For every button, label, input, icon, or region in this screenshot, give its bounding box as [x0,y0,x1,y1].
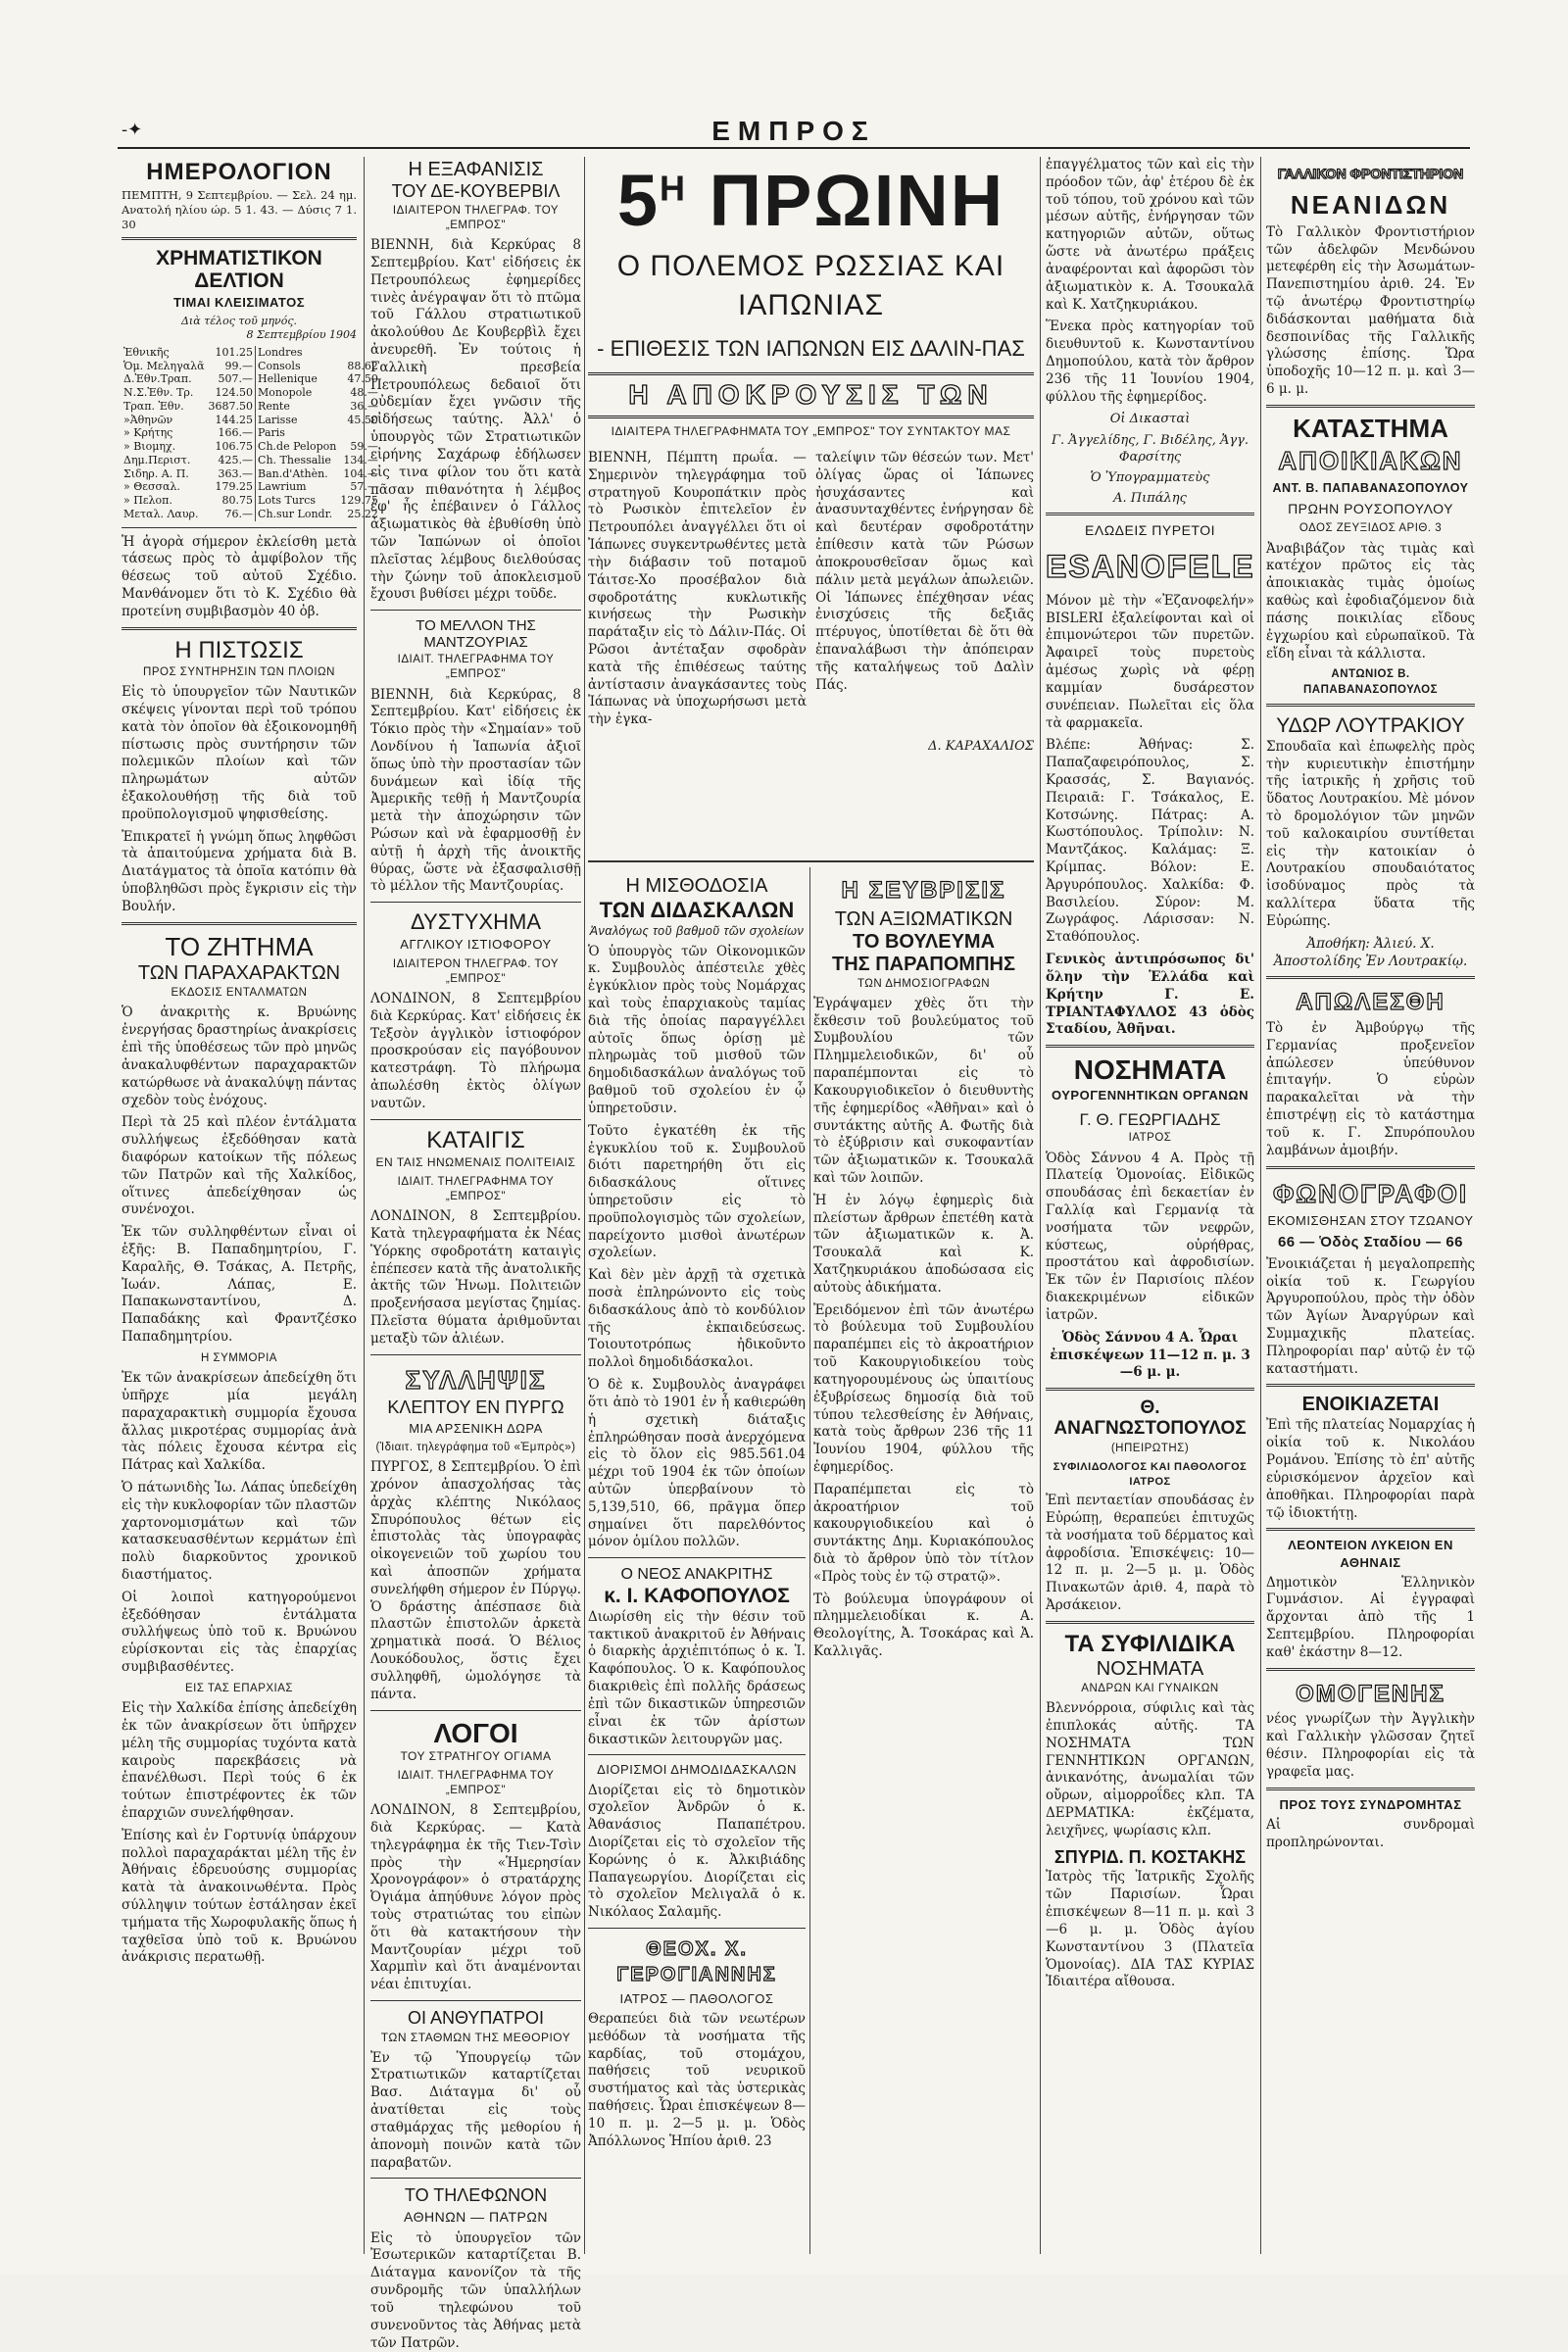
price-value: 166.— [218,426,254,440]
ad-lost-title: ΑΠΩΛΕΣΘΗ [1296,989,1446,1016]
price-row [122,494,380,508]
edition-suffix: Η [660,168,687,209]
war-subheadline: - ΕΠΙΘΕΣΙΣ ΤΩΝ ΙΑΠΩΝΩΝ ΕΙΣ ΔΑΛΙΝ-ΠΑΣ [597,336,1025,362]
price-value: 36.— [350,399,378,413]
price-value: 106.75 [215,440,254,454]
headline-insult-c: ΤΟ ΒΟΥΛΕΥΜΑ [852,930,996,953]
ad-shop-title: ΚΑΤΑΣΤΗΜΑ [1293,413,1448,443]
ad-rent-title: ΕΝΟΙΚΙΑΖΕΤΑΙ [1301,1394,1440,1416]
prices-table [122,346,380,521]
headline-salaries-b: ΤΩΝ ΔΙΔΑΣΚΑΛΩΝ [599,898,795,922]
article-paragraph: Ἐπίσης καὶ ἐν Γορτυνίᾳ ὑπάρχουν πολλοὶ παραχαράκται μέλη τῆς ἐν Ἀθήναις ἐδρευούσης συμμορίας κατὰ τὰ ἀνακοινωθέντα. Πρὸς σύλληψιν τούτων ἐστάλησαν ἐκεῖ τμήματα τῆς Χωροφυλακῆς ὅπως ἡ ταχθεῖσα ὑπὸ τοῦ κ. Βρυώνου ἀνάκρισις περατωθῇ. [122,1827,357,1966]
bourse-title: ΧΡΗΜΑΤΙΣΤΙΚΟΝ ΔΕΛΤΙΟΝ [156,247,322,292]
price-value: 47.50 [347,372,378,386]
ad-text: Βλέπε: Ἀθήνας: Σ. Παπαζαφειρόπουλος, Σ. Κρασσάς, Σ. Βαγιανός. Πειραιᾶ: Γ. Τσάκαλος, Ε. Κοτσώνης. Πάτρας: Α. Κωστόπουλος. Τρίπολιν: Ν. Μαντζάκος. Καλάμας: Ξ. Κρίμπας. Βόλον: Ε. Ἀργυρόπουλος. Χαλκίδα: Φ. Βασιλείου. Σύρον: Μ. Ζωγράφος. Λάρισσαν: Ν. Σταθόπουλος. [1046,737,1254,946]
article-paragraph: Εἰς τὴν Χαλκίδα ἐπίσης ἀπεδείχθη ἐκ τῶν ἀνακρίσεων ὅτι ὑπῆρχεν μέλη τῆς συμμορίας τυχόντα κατὰ καιροὺς παρεκβάσεις νὰ ἐπανέλθωσι. Περὶ τούς 6 ἐκ τούτων ἐπιστρέφοντες ἐκ τῶν ἐπαρχιῶν συνελήφθησαν. [122,1700,357,1821]
price-value: 88.62 [347,359,378,372]
divider [1266,1788,1475,1790]
ad-syphilis-sub: ΑΝΔΡΩΝ ΚΑΙ ΓΥΝΑΙΚΩΝ [1081,1683,1219,1694]
divider [370,2178,581,2179]
ad-esanofele: ESANOFELE [1046,548,1255,584]
article-paragraph: Εἰς τὸ ὑπουργεῖον τῶν Ναυτικῶν σκέψεις γίνονται περὶ τοῦ τρόπου κατὰ τὸν ὁποῖον θὰ ἐξοικονομηθῆ πίστωσις πρὸς συντήρησιν τῶν πολεμικῶν πλοίων καὶ τῶν πληρωμάτων αὐτῶν ἐξακολουθήσῃ τῆς διὰ τοῦ προϋπολογισμοῦ ψηφισθείσης. [122,684,357,822]
ad-syphilis-title: ΤΑ ΣΥΦΙΛΙΔΙΚΑ [1064,1630,1236,1657]
price-name: Ban.d'Athèn. [256,467,339,481]
headline-insult: Η ΣΕΥΒΡΙΣΙΣ [841,877,1006,904]
price-value: 179.25 [215,480,254,494]
price-value: 59.— [350,440,378,454]
price-value: 363.— [218,466,254,480]
telegram-label: ΙΔΙΑΙΤΕΡΟΝ ΤΗΛΕΓΡΑΦ. ΤΟΥ „ΕΜΠΡΟΣ" [392,204,560,231]
divider [370,2000,581,2001]
headline-accident: ΔΥΣΤΥΧΗΜΑ [410,909,541,935]
price-value: 104.— [343,466,378,480]
subheading-provinces: ΕΙΣ ΤΑΣ ΕΠΑΡΧΙΑΣ [184,1682,294,1694]
article-paragraph: Παραπέμπεται εἰς τὸ ἀκροατήριον τοῦ κακουργιοδικείου καὶ ὁ συντάκτης Δημ. Κυριακόπουλος διὰ τὸ ἄρθρον ὑπὸ τὸν τίτλον «Πρὸς τοὺς ἐν τῷ στρατῷ». [813,1481,1034,1585]
price-name: Ν.Σ.Ἐθν. Τρ. [123,386,194,400]
article-paragraph: Οἱ λοιποὶ κατηγορούμενοι ἐξεδόθησαν ἐντάλματα συλλήψεως ὑπὸ τοῦ κ. Βρυώνου εὑρίσκονται εἰς τὰς ἐπαρχίας συμβιβασθέντες. [122,1589,357,1676]
article-paragraph: Ἕνεκα πρὸς κατηγορίαν τοῦ διευθυντοῦ κ. Κωνσταντίνου Δημοπούλου, κατὰ τὸν ἄρθρον 236 τῆς 11 Ἰουνίου 1904, φύλλου τῆς ἐφημερίδος. [1046,318,1254,405]
divider [1046,513,1254,515]
headline-counterfeit-b: ΤΩΝ ΠΑΡΑΧΑΡΑΚΤΩΝ [137,962,341,985]
column-rule [584,157,585,2254]
telegram-label: ΙΔΙΑΙΤ. ΤΗΛΕΓΡΑΦΗΜΑ ΤΟΥ „ΕΜΠΡΟΣ" [397,1175,555,1203]
headline-accident-b: ΑΓΓΛΙΚΟΥ ΙΣΤΙΟΦΟΡΟΥ [400,937,552,953]
price-name: Μεταλ. Λαυρ. [123,507,199,520]
column-3-lower-right [813,867,1034,2254]
price-value: 144.25 [215,413,254,426]
prices-date: 8 Σεπτεμβρίου 1904 [246,328,357,342]
price-name: Σιδηρ. Α. Π. [123,466,189,480]
price-name: Ch.sur Londr. [256,508,339,521]
divider [1046,1045,1254,1048]
article-paragraph: Ἐκ τῶν ἀνακρίσεων ἀπεδείχθη ὅτι ὑπῆρχε μία μεγάλη παραχαρακτικὴ συμμορία ἔχουσα ἄλλας μικροτέρας συμμορίας ἀνὰ τὰς πόλεις ἔχουσα κέντρα εἰς Πάτρας καὶ Χαλκίδα. [122,1370,357,1474]
war-telegram-label: ΙΔΙΑΙΤΕΡΑ ΤΗΛΕΓΡΑΦΗΜΑΤΑ ΤΟΥ „ΕΜΠΡΟΣ" ΤΟΥ ΣΥΝΤΑΚΤΟΥ ΜΑΣ [611,424,1011,439]
edition-word: ΠΡΩΙΝΗ [709,160,1005,241]
ad-text: Τὸ Γαλλικὸν Φροντιστήριον τῶν ἀδελφῶν Μενδώνου μετεφέρθη εἰς τὴν Ἀσωμάτων-Πανεπιστημίου ἀριθ. 24. Ἐν τῷ ἀνωτέρῳ Φροντιστηρίῳ διδάσκονται μαθήματα διὰ δεσποινίδας τῆς Γαλλικῆς γλώσσης ἐπίσης. Ὥρα ὑποδοχῆς 10—12 π. μ. καὶ 3—6 μ. μ. [1266,223,1475,398]
telegram-label: ΙΔΙΑΙΤΕΡΟΝ ΤΗΛΕΓΡΑΦ. ΤΟΥ „ΕΜΠΡΟΣ" [392,957,560,985]
article-paragraph: Ἐγράψαμεν χθὲς ὅτι τὴν ἔκθεσιν τοῦ βουλεύματος τοῦ Συμβουλίου τῶν Πλημμελειοδικῶν, δι' οὗ παραπέμπονται εἰς τὸ Κακουργιοδικεῖον ὁ διευθυντὴς τῆς ἐφημερίδος «Ἀθῆναι» καὶ ὁ συντάκτης αὐτῆς Α. Φωτῆς διὰ τὸ ἐξύβρισιν καὶ συκοφαντίαν τῶν ἀξιωματικῶν κ. Τσουκαλᾶ καὶ τῶν λοιπῶν. [813,995,1034,1186]
judges-names: Γ. Ἀγγελίδης, Γ. Βιδέλης, Ἀγγ. Φαρσίτης [1051,432,1250,465]
article-paragraph: Διωρίσθη εἰς τὴν θέσιν τοῦ τακτικοῦ ἀνακριτοῦ ἐν Ἀθήναις ὁ διαρκὴς ἀρχιἐπιτόπως ὁ κ. Ἰ. Καφόπουλος. Ὁ κ. Καφόπουλος διακριθεὶς ἐπὶ πολλῆς δράσεως ἐπὶ τῶν δικαστικῶν ὑπηρεσιῶν εἶναι ἐκ τῶν ἀρίστων δικαστικῶν λειτουργῶν μας. [588,1608,806,1747]
ad-text: Τὸ ἐν Ἀμβούργῳ τῆς Γερμανίας προξενεῖον ἀπώλεσεν ὑπεύθυνον ἐπιταγήν. Ὁ εὑρὼν παρακαλεῖται νὰ τὴν ἐπιστρέψῃ εἰς τὸ κατάστημα τοῦ κ. Γ. Σπυρόπουλου λαμβάνων ἀμοιβήν. [1266,1020,1475,1158]
column-5 [1266,157,1475,2254]
column-rule [1260,157,1261,2254]
price-name: Larisse [256,414,339,427]
price-value: 507.— [218,372,254,386]
headline-manchuria: ΤΟ ΜΕΛΛΟΝ ΤΗΣ ΜΑΝΤΖΟΥΡΙΑΣ [416,617,536,651]
ad-text: Ἀποθήκη: Ἀλιεύ. Χ. Ἀποστολίδης Ἐν Λουτρακίῳ. [1273,935,1468,969]
clerk-name: Α. Πιπάλης [1113,491,1187,506]
headline-disappearance: Η ΕΞΑΦΑΝΙΣΙΣ [408,159,544,180]
divider [122,922,357,925]
article-paragraph: Ὁ ἀνακριτὴς κ. Βρυώνης ἐνεργήσας δραστηρίως ἀνακρίσεις ἐπὶ τῆς ὑποθέσεως τῶν πρὸ μηνῶς ἀνακαλυφθέντων παραχαρακτῶν κατώρθωσε νὰ ἀνακαλύψῃ πάντας σχεδὸν τοὺς ἐνόχους. [122,1004,357,1108]
divider [1266,405,1475,408]
divider [1266,1384,1475,1387]
article-paragraph: Ἡ ἐν λόγῳ ἐφημερὶς διὰ πλείστων ἄρθρων ἐπετέθη κατὰ τῶν ἀξιωματικῶν κ. Ἀ. Τσουκαλᾶ καὶ Κ. Χατζηκυριάκου ἀποδώσασα εἰς αὐτοὺς ἀδικήματα. [813,1192,1034,1296]
column-3-top [588,157,1034,862]
divider [588,1754,806,1755]
price-name: »Ἀθηνῶν [123,413,173,426]
price-name: Monopole [256,386,339,400]
war-headline: Ο ΠΟΛΕΜΟΣ ΡΩΣΣΙΑΣ ΚΑΙ ΙΑΠΩΝΙΑΣ [616,250,1005,321]
headline-storm-b: ΕΝ ΤΑΙΣ ΗΝΩΜΕΝΑΙΣ ΠΟΛΙΤΕΙΑΙΣ [375,1155,576,1170]
headline-insult-d: ΤΗΣ ΠΑΡΑΠΟΜΠΗΣ [832,953,1015,975]
prices-note: Διὰ τέλος τοῦ μηνός. [180,314,298,327]
divider [370,1119,581,1120]
price-name: Τραπ. Ἐθν. [123,399,184,413]
ad-phonograph-title: ΦΩΝΟΓΡΑΦΟΙ [1272,1178,1469,1208]
article-paragraph: ΠΥΡΓΟΣ, 8 Σεπτεμβρίου. Ὁ ἐπὶ χρόνον ἀπασχολήσας τὰς ἀρχὰς κλέπτης Νικόλαος Σπυρόπουλος θέτων εἰς ἐπιστολὰς τὰς ὑπογραφὰς οἰκογενειῶν τοῦ χωρίου του καὶ ἀποσπῶν χρήματα συνελήφθη σήμερον ἐν Πύργῳ. Ὁ δράστης ἀπέσπασε διὰ πλαστῶν ἐπιστολῶν ἀρκετὰ χρηματικὰ ποσά. Ὁ Βέλιος Λουκόδουλος, ὅστις ἔχει συλληφθῆ, ὡμολόγησε τὰ πάντα. [370,1459,581,1702]
price-row [122,454,380,467]
divider [1266,1528,1475,1531]
headline-storm: ΚΑΤΑΙΓΙΣ [426,1126,525,1153]
ad-school-title-b: ΝΕΑΝΙΔΩΝ [1290,190,1451,220]
price-name: Ch. Thessalie [256,454,339,467]
clerk-label: Ὁ Ὑπογραμματεὺς [1090,469,1210,485]
price-name: Rente [256,400,339,414]
ad-text: Δημοτικὸν Ἑλληνικὸν Γυμνάσιον. Αἱ ἐγγραφαὶ ἄρχονται ἀπὸ τῆς 1 Σεπτεμβρίου. Πληροφορίαι καθ' ἑκάστην 8—12. [1266,1574,1475,1660]
divider [370,1354,581,1355]
price-name: Consols [256,360,339,373]
prices-title: ΤΙΜΑΙ ΚΛΕΙΣΙΜΑΤΟΣ [172,294,305,310]
headline-counterfeit: ΤΟ ΖΗΤΗΜΑ [165,931,314,961]
masthead-mark: -✦ [122,120,143,140]
headline-telephone: ΤΟ ΤΗΛΕΦΩΝΟΝ [404,2185,548,2206]
divider [122,527,357,528]
divider [370,902,581,903]
article-paragraph: ΒΙΕΝΝΗ, διὰ Κερκύρας 8 Σεπτεμβρίου. Κατ' εἰδήσεις ἐκ Πετρουπόλεως ἐφημερίδες τινὲς ἀνέγραψαν ὅτι τὸ πτῶμα τοῦ Γάλλου στρατιωτικοῦ ἀκολούθου Δε Κουβερβὶλ ἔχει ἀνευρεθῆ. Ἐν τούτοις ἡ Γαλλικὴ πρεσβεία Πετρουπόλεως δεδαιοῖ ὅτι οὐδεμίαν ἔχει γνῶσιν τῆς εἰδήσεως ταύτης. Ἀλλ' ὁ ὑπουργὸς τῶν Στρατιωτικῶν εἰρήνης Σαχάρωφ ἐδήλωσεν εἰς τινα φίλον του ὅτι κατὰ πᾶσαν πιθανότητα ἡ λέμβος ἐφ' ἧς ἐπέβαινεν ὁ Γάλλος ἀξιωματικὸς θὰ ἐβυθίσθη ὑπὸ τῶν Ἰαπώνων οἱ ὁποῖοι πλεῖστας λέμβους διελθούσας τὴν ζώνην τοῦ ἀποκλεισμοῦ ἔχουσι βυθίσει μέχρι τοῦδε. [370,237,581,603]
war-report-left: ΒΙΕΝΝΗ, Πέμπτη πρωΐα. — Σημερινὸν τηλεγράφημα τοῦ στρατηγοῦ Κουροπάτκιν πρὸς τὸ Ρωσικὸν ἐπιτελεῖον ἐν Πετρουπόλει ἀναγγέλλει ὅτι οἱ Ἰάπωνες συγκεντρωθέντες μετὰ τὴν διάβασιν τοῦ ποταμοῦ Τάιτσε-Χο προσέβαλον διὰ σφοδροτάτης κυκλωτικῆς κινήσεως τὴν Ρωσικὴν παράταξιν εἰς τὸ Δάλιν-Πάς. Οἱ Ρῶσοι ἀντέταξαν σφοδρὰν κατὰ τῆς ἐπιθέσεως ταύτης ἀντίστασιν ἀναγκάσαντες τοὺς Ἰάπωνας νὰ ὑποχωρήσωσι μετὰ τὴν ἐγκα- [588,450,807,728]
ad-text: Ἰατρὸς τῆς Ἰατρικῆς Σχολῆς τῶν Παρισίων. Ὧραι ἐπισκέψεων 8—11 π. μ. καὶ 3—6 μ. μ. Ὁδὸς ἀγίου Κωνσταντίνου 3 (Πλατεῖα Ὁμονοίας). ΔΙΑ ΤΑΣ ΚΥΡΙΑΣ Ἰδιαιτέρα αἴθουσα. [1046,1869,1254,1990]
article-paragraph: Καὶ δὲν μὲν ἀρχῇ τὰ σχετικὰ ποσὰ ἐπληρώνοντο εἰς τοὺς διδασκάλους ἀπὸ τὸ κονδύλιον τῆς ἐκπαιδεύσεως. Τοιουτοτρόπως ἠδικοῦντο πολλοὶ δημοδιδάσκαλοι. [588,1267,806,1371]
headline-proconsuls: ΟΙ ΑΝΘΥΠΑΤΡΟΙ [407,2008,545,2029]
price-value: 134.— [343,453,378,466]
headline-credit-sub: ΠΡΟΣ ΣΥΝΤΗΡΗΣΙΝ ΤΩΝ ΠΛΟΙΩΝ [143,665,335,678]
price-name: Ch.de Pelopon [256,440,339,454]
price-value: 3687.50 [208,399,254,413]
price-name: » Πελοπ. [123,494,172,508]
ad-shop-signature: ΑΝΤΩΝΙΟΣ Β. ΠΑΠΑΒΑΝΑΣΟΠΟΥΛΟΣ [1302,668,1439,696]
ad-text: νέος γνωρίζων τὴν Ἀγγλικὴν καὶ Γαλλικὴν γλῶσσαν ζητεῖ θέσιν. Πληροφορίαι εἰς τὰ γραφεῖα μας. [1266,1711,1475,1780]
headline-magistrate-b: κ. Ι. ΚΑΦΟΠΟΥΛΟΣ [604,1584,790,1607]
telegram-label: (Ἰδιαιτ. τηλεγράφημα τοῦ «Ἐμπρὸς») [375,1442,576,1453]
article-paragraph: Ἐπικρατεῖ ἡ γνώμη ὅπως ληφθῶσι τὰ ἀπαιτούμενα χρήματα διὰ Β. Διατάγματος τὰ ὁποῖα κατόπιν θὰ ὑποβληθῶσι πρὸς ἔγκρισιν εἰς τὴν Βουλήν. [122,828,357,914]
headline-credit: Η ΠΙΣΤΩΣΙΣ [174,636,304,663]
price-value: 99.— [224,359,254,372]
article-paragraph: Τὸ βούλευμα ὑπογράφουν οἱ πλημμελειοδίκαι κ. Α. Θεολογίτης, Ἀ. Τσοκάρας καὶ Ἀ. Καλλιγᾶς. [813,1591,1034,1660]
article-paragraph: Ἐν τῷ Ὑπουργείῳ τῶν Στρατιωτικῶν καταρτίζεται Βασ. Διάταγμα δι' οὗ ἀνατίθεται εἰς τοὺς σταθμάρχας τῆς μεθορίου ἡ ἀπονομὴ ποινῶν κατὰ τῶν παραβατῶν. [370,2049,581,2171]
price-row [122,414,380,427]
price-name: Δ.Ἐθν.Τραπ. [123,372,192,386]
divider [370,610,581,611]
price-value: 45.50 [347,413,378,426]
column-rule [809,867,810,2254]
price-row [122,426,380,440]
edition-banner [588,160,1034,241]
headline-arrest: ΣΥΛΛΗΨΙΣ [405,1364,547,1395]
ad-doctor-title: ΣΥΦΙΛΙΔΟΛΟΓΟΣ ΚΑΙ ΠΑΘΟΛΟΓΟΣ ΙΑΤΡΟΣ [1053,1461,1248,1488]
ad-text: Θεραπεύει διὰ τῶν νεωτέρων μεθόδων τὰ νοσήματα τῆς καρδίας, τοῦ στομάχου, παθήσεις τοῦ νευρικοῦ συστήματος καὶ τὰς ὑστερικὰς παθήσεις. Ὧραι ἐπισκέψεων 8—10 π. μ. 2—5 μ. μ. Ὁδὸς Ἀπόλλωνος Ἡπίου ἀριθ. 23 [588,2010,806,2149]
price-name: Hellenique [256,372,339,386]
article-paragraph: ΛΟΝΔΙΝΟΝ, 8 Σεπτεμβρίου, διὰ Κερκύρας. — Κατὰ τηλεγράφημα ἐκ τῆς Τιεν-Τσὶν πρὸς τὴν «Ἡμερησίαν Χρονογράφον» ὁ στρατάρχης Ὀγιάμα ἀπηύθυνε λόγον πρὸς τοὺς στρατιώτας του εἰπὼν ὅτι θὰ κατακτήσουν τὴν Μαντζουρίαν μέχρι τοῦ Χαρμπὶν καὶ ὅτι ἀναμένονται νέαι ἐπιτυχίαι. [370,1802,581,1993]
war-report-right: ταλείψιν τῶν θέσεών των. Μετ' ὀλίγας ὥρας οἱ Ἰάπωνες ἠσυχάσαντες καὶ ἀνασυνταχθέντες ἐνήργησαν δὲ καὶ δευτέραν σφοδροτάτην ἐπίθεσιν κατὰ τῶν Ρώσων ἀποκρουσθεῖσαν ὅμως καὶ πάλιν μετὰ μεγάλων ἀπωλειῶν. Οἱ Ἰάπωνες ἐπέχθησαν νέας ἐνισχύσεις τῆς δεξιᾶς πτέρυγος, ὑποτίθεται δὲ ὅτι θὰ ἐπαναλάβωσι τὴν ἀπόπειραν τῆς καταλήψεως τοῦ Δαλὶν Πάς. [815,450,1034,693]
headline-proconsuls-b: ΤΩΝ ΣΤΑΘΜΩΝ ΤΗΣ ΜΕΘΟΡΙΟΥ [380,2030,571,2044]
ad-expat-title: ΟΜΟΓΕΝΗΣ [1296,1680,1446,1707]
ad-phonograph-address: 66 — Ὁδὸς Σταδίου — 66 [1277,1233,1464,1250]
ad-text: Μόνον μὲ τὴν «Ἐζανοφελήν» BISLERI ἐξαλείφονται καὶ οἱ ἐπιμονώτεροι τῶν πυρετῶν. Ἀφαιρεῖ τοὺς πυρετοὺς ἀμέσως χωρὶς νὰ φέρῃ καμμίαν δυσάρεστον συνέπειαν. Πωλεῖται εἰς ὅλα τὰ φαρμακεῖα. [1046,592,1254,731]
price-row [122,400,380,414]
price-name: Paris [256,426,339,440]
column-4 [1046,157,1254,2254]
ad-text: Ὁδὸς Σάννου 4 Α. Ὧραι ἐπισκέψεων 11—12 π. μ. 3—6 μ. μ. [1050,1329,1250,1381]
price-value: 76.— [224,507,254,520]
headline-disappearance-b: ΤΟΥ ΔΕ-ΚΟΥΒΕΡΒΙΛ [391,181,561,201]
ad-shop-former: ΠΡΩΗΝ ΡΟΥΣΟΠΟΥΛΟΥ [1288,501,1453,517]
ad-shop-address: ΟΔΟΣ ΖΕΥΞΙΔΟΣ ΑΡΙΘ. 3 [1298,522,1443,535]
price-row [122,386,380,400]
ad-phonograph-sub: ΕΚΟΜΙΣΘΗΣΑΝ ΣΤΟΥ ΤΖΩΑΝΟΥ [1267,1212,1474,1228]
ad-syphilis-title-b: ΝΟΣΗΜΑΤΑ [1096,1658,1204,1680]
article-paragraph: Τοῦτο ἐγκατέθη ἐκ τῆς ἐγκυκλίου τοῦ κ. Συμβουλοῦ διότι παρετηρήθη ὅτι εἰς διδασκάλους οἵτινες ὑπηρετοῦσιν εἰς τὸ προϋπολογισμὸς τῶν σχολείων, παρείχοντο μισθοὶ ἀνωτέρων σχολείων. [588,1122,806,1261]
price-row [122,467,380,481]
divider [122,237,357,240]
price-row [122,372,380,386]
war-report-signature: Δ. ΚΑΡΑΧΑΛΙΟΣ [928,739,1034,754]
price-value: 57.— [350,480,378,494]
ad-lyceum-title: ΛΕΟΝΤΕΙΟΝ ΛΥΚΕΙΟΝ ΕΝ ΑΘΗΝΑΙΣ [1288,1538,1453,1570]
bourse-commentary: Ἡ ἀγορὰ σήμερον ἐκλείσθη μετὰ τάσεως πρὸς τὸ ἀμφίβολον τῆς θέσεως τοῦ αὐτοῦ Σχέδιο. Μανθάνομεν ὅτι τὸ Κ. Σχέδιο θὰ προτείνη συμβιβασμὸν 40 ὀβ. [122,533,357,619]
price-row [122,480,380,494]
calendar-title: ΗΜΕΡΟΛΟΓΙΟΝ [146,159,332,185]
price-name: Lawrium [256,480,339,494]
headline-words: ΛΟΓΟΙ [433,1717,518,1748]
subheading-gang: Η ΣΥΜΜΟΡΙΑ [201,1351,277,1364]
divider [588,1928,806,1929]
headline-telephone-b: ΑΘΗΝΩΝ — ΠΑΤΡΩΝ [404,2209,548,2226]
ad-text: Ἐπὶ πενταετίαν σπουδάσας ἐν Εὐρώπῃ, θεραπεύει ἐπιτυχῶς τὰ νοσήματα τοῦ δέρματος καὶ ἀφροδίσια. Ἐπισκέψεις: 10—12 π. μ. 2—5 μ. μ. Ὁδὸς Πινακωτῶν ἀριθ. 4, παρὰ τὸ Ἀρσάκειον. [1046,1493,1254,1613]
ad-doctor-title: ΙΑΤΡΟΣ [1128,1132,1172,1145]
ad-text: Βλεννόρροια, σύφιλις καὶ τὰς ἐπιπλοκάς αὐτῆς. ΤΑ ΝΟΣΗΜΑΤΑ ΤΩΝ ΓΕΝΝΗΤΙΚΩΝ ΟΡΓΑΝΩΝ, ἀνικανότης, ἀνωμαλίαι τῶν οὔρων, αἱμορροΐδες κλπ. ΤΑ ΔΕΡΜΑΤΙΚΑ: ἐκζέματα, λειχῆνες, ψωρίασις κλπ. [1046,1700,1254,1838]
headline-insult-b: ΤΩΝ ΑΞΙΩΜΑΤΙΚΩΝ [834,907,1013,930]
article-paragraph: Ὁ δὲ κ. Συμβουλὸς ἀναγράφει ὅτι ἀπὸ τὸ 1901 ἐν ἧ καθιερώθη ἡ σχετικὴ διάταξις ἐπληρώθησαν ποσὰ ἀνερχόμενα εἰς τὸ ὅλον εἰς 985.561.04 μέχρι τοῦ 1904 ἐκ τῶν ὁποίων αὐτῶν ὑπερβαίνουν τὸ 5,139,510, 66, πρᾶγμα ὅπερ σημαίνει ὅτι παρελθόντος μόνον ὁμίλου πολλῶν. [588,1377,806,1550]
divider [122,627,357,630]
telegram-label: ΙΔΙΑΙΤ. ΤΗΛΕΓΡΑΦΗΜΑ ΤΟΥ „ΕΜΠΡΟΣ" [397,1769,555,1796]
divider [1266,1166,1475,1169]
price-name: Ὁμ. Μεληγαλᾶ [123,359,205,372]
telegram-label: ΙΔΙΑΙΤ. ΤΗΛΕΓΡΑΦΗΜΑ ΤΟΥ „ΕΜΠΡΟΣ" [397,654,555,681]
headline-appointments: ΔΙΟΡΙΣΜΟΙ ΔΗΜΟΔΙΔΑΣΚΑΛΩΝ [597,1762,797,1778]
price-name: Londres [256,346,339,360]
ad-text: Αἱ συνδρομαὶ προπληρώνονται. [1266,1816,1475,1850]
ad-doctor-name: ΘΕΟΧ. Χ. ΓΕΡΟΓΙΑΝΝΗΣ [616,1938,777,1986]
ad-text: Ἀναβιβάζον τὰς τιμὰς καὶ κατέχον πρῶτος εἰς τὰς ἀποικιακὰς τιμὰς ὁμοίως καθὼς καὶ ἐφοδιαζόμενον διὰ πάσης ποικιλίας εἴδους ἐγχωρίου καὶ εὐρωπαϊκοῦ. Τὰ εἴδη εἶναι τὰ κάλλιστα. [1266,540,1475,662]
edition-number: 5 [616,160,660,241]
article-paragraph: ἐπαγγέλματος τῶν καὶ εἰς τὴν πρόοδον τῶν, ἀφ' ἑτέρου δὲ ἐκ τοῦ τόπου, τοῦ χρόνου καὶ τῶν μέσων αὐτῆς, ἐνήργησαν τῶν κατηγοριῶν αὐτῶν, οὕτως ὥστε νὰ ἀνωτέρω πράξεις ἀναφέρονται καὶ ἀφορῶσι τὸν ἀξιωματικὸν κ. Α. Τσουκαλᾶ καὶ Κ. Χατζηκυριάκου. [1046,157,1254,313]
price-value: 425.— [218,453,254,466]
column-3-lower-left [588,867,806,2254]
ad-text: Γενικὸς ἀντιπρόσωπος δι' ὅλην τὴν Ἑλλάδα καὶ Κρήτην Γ. Ε. ΤΡΙΑΝΤΑΦΥΛΛΟΣ 43 ὁδὸς Σταδίου, Ἀθῆναι. [1046,952,1254,1038]
price-value: 80.75 [221,494,254,508]
headline-arrest-c: ΜΙΑ ΑΡΣΕΝΙΚΗ ΔΩΡΑ [409,1420,543,1436]
ad-text: Ἐπὶ τῆς πλατείας Νομαρχίας ἡ οἰκία τοῦ κ. Νικολάου Ρομάνου. Ἐπίσης τὸ ἐπ' αὐτῆς εὑρισκόμενον ἀρχεῖον καὶ ἀποθῆκαι. Πληροφορίαι παρὰ τῷ ἰδιοκτήτῃ. [1266,1417,1475,1521]
war-band-headline: Η ΑΠΟΚΡΟΥΣΙΣ ΤΩΝ [588,372,1034,418]
ad-doctor-name: Θ. ΑΝΑΓΝΩΣΤΟΠΟΥΛΟΣ [1054,1397,1247,1440]
ad-diseases-sub: ΟΥΡΟΓΕΝΝΗΤΙΚΩΝ ΟΡΓΑΝΩΝ [1052,1087,1249,1102]
ad-doctor-name: Γ. Θ. ΓΕΩΡΓΙΑΔΗΣ [1079,1109,1221,1129]
headline-words-b: ΤΟΥ ΣΤΡΑΤΗΓΟΥ ΟΓΙΑΜΑ [400,1748,552,1763]
article-paragraph: ΒΙΕΝΝΗ, διὰ Κερκύρας, 8 Σεπτεμβρίου. Κατ' εἰδήσεις ἐκ Τόκιο πρὸς τὴν «Σημαίαν» τοῦ Λονδίνου ἡ Ἰαπωνία ἀξιοῖ ὅπως ὑπὸ τὴν προστασίαν τῶν δυνάμεων καὶ ἰδίᾳ τῆς Ἀμερικῆς τεθῇ ἡ Μαντζουρία μετὰ τὴν ἀποχώρησιν τῶν Ρώσων καὶ νὰ ἐφαρμοσθῇ ἐν αὐτῇ ἡ ἀρχὴ τῆς ἀνοικτῆς θύρας, ὥστε νὰ ἐξασφαλισθῇ τὸ μέλλον τῆς Μαντζουρίας. [370,686,581,895]
divider [588,1557,806,1558]
ad-diseases-title: ΝΟΣΗΜΑΤΑ [1073,1054,1227,1086]
judges-label: Οἱ Δικασταὶ [1109,412,1191,427]
article-paragraph: ΛΟΝΔΙΝΟΝ, 8 Σεπτεμβρίου. Κατὰ τηλεγραφήματα ἐκ Νέας Ὑόρκης σφοδροτάτη καταιγὶς ἐπέπεσεν κατὰ τῆς ἀνατολικῆς ἀκτῆς τῶν Ἡνωμ. Πολιτειῶν προξενήσασα μεγίστας ζημίας. Πλεῖστα θύματα ἀριθμοῦνται μεταξὺ τῶν ἁλιέων. [370,1208,581,1347]
price-value: 101.25 [215,345,254,359]
article-paragraph: Ἐκ τῶν συλληφθέντων εἶναι οἱ ἑξῆς: Β. Παπαδημητρίου, Γ. Καραλῆς, Θ. Τσάκας, Α. Πετρῆς, Ἰωάν. Λάπας, Ε. Παπακωνσταντίνου, Δ. Παπαδάκης καὶ Φραντζέσκο Παπαδημητρίου. [122,1224,357,1346]
headline-insult-sub: ΤΩΝ ΔΗΜΟΣΙΟΓΡΑΦΩΝ [857,977,991,990]
divider [370,1710,581,1711]
price-value: 48.— [350,386,378,400]
ad-school-title: ΓΑΛΛΙΚΟΝ ΦΡΟΝΤΙΣΤΗΡΙΟΝ [1277,166,1464,181]
price-row [122,346,380,360]
headline-magistrate: Ο ΝΕΟΣ ΑΝΑΚΡΙΤΗΣ [620,1566,773,1584]
newspaper-title: ΕΜΠΡΟΣ [711,116,876,146]
price-row [122,440,380,454]
price-row [122,508,380,521]
ad-fever-title: ΕΛΩΔΕΙΣ ΠΥΡΕΤΟΙ [1085,522,1215,539]
war-report [588,450,1034,734]
divider [588,860,1034,862]
ad-shop-title-b: ΑΠΟΙΚΙΑΚΩΝ [1278,446,1463,476]
ad-shop-owner: ΑΝΤ. Β. ΠΑΠΑΒΑΝΑΣΟΠΟΥΛΟΥ [1272,480,1469,495]
price-value: 124.50 [215,386,254,400]
article-paragraph: Διορίζεται εἰς τὸ δημοτικὸν σχολεῖον Ἀνδρῶν ὁ κ. Ἀθανάσιος Παπαπέτρου. Διορίζεται εἰς τὸ σχολεῖον τῆς Κορώνης ὁ κ. Ἀλκιβιάδης Παπαγεωργίου. Διορίζεται εἰς τὸ σχολεῖον Μελιγαλᾶ ὁ κ. Νικόλαος Σαλαμῆς. [588,1782,806,1921]
article-paragraph: Ὁ ὑπουργὸς τῶν Οἰκονομικῶν κ. Συμβουλὸς ἀπέστειλε χθὲς ἐγκύκλιον πρὸς τοὺς Νομάρχας καὶ τοὺς ἐπαρχιακοὺς ταμίας διὰ τῆς ὁποίας παραγγέλλει αὐτοῖς ὅπως ὁρίσῃ μὲ πληρωμὰς τοῦ μισθοῦ τῶν δημοδιδασκάλων ἀναλόγως τοῦ βαθμοῦ τοῦ σχολείου ἐν ᾧ ὑπηρετοῦσιν. [588,943,806,1116]
ad-water-title: ΥΔΩΡ ΛΟΥΤΡΑΚΙΟΥ [1276,713,1465,737]
calendar-line: ΠΕΜΠΤΗ, 9 Σεπτεμβρίου. — Σελ. 24 ημ. Ανατολή ηλίου ώρ. 5 1. 43. — Δύσις 7 1. 30 [122,187,357,231]
masthead [118,114,1470,149]
ad-text: Ἐνοικιάζεται ἡ μεγαλοπρεπὴς οἰκία τοῦ κ. Γεωργίου Ἀργυροπούλου, πρὸς τὴν ὁδὸν τῶν Ἀγίων Ἀναργύρων καὶ Συμμαχικῆς πλατείας. Πληροφορίαι παρ' αὐτῷ ἐν τῷ καταστήματι. [1266,1255,1475,1377]
price-name: Lots Turcs [256,494,339,508]
headline-arrest-b: ΚΛΕΠΤΟΥ ΕΝ ΠΥΡΓΩ [387,1397,564,1418]
headline-salaries-sub: Ἀναλόγως τοῦ βαθμοῦ τῶν σχολείων [589,924,805,939]
price-name: » Βιομηχ. [123,440,176,454]
article-paragraph: Ὁ πάτωνιδὴς Ἰω. Λάπας ὑπεδείχθη εἰς τὴν κυκλοφορίαν τῶν πλαστῶν χαρτονομισμάτων καὶ τῶν κατασκευασθέντων κερμάτων ἐπὶ πολὺ διαρκοῦντος χρονικοῦ διαστήματος. [122,1479,357,1584]
column-2 [370,157,581,2351]
price-value: 129.75 [340,494,378,508]
divider [1266,704,1475,707]
divider [1046,1621,1254,1624]
divider [1046,1388,1254,1391]
price-row [122,360,380,373]
price-name: » Θεσσαλ. [123,480,180,494]
ad-doctor-name: ΣΠΥΡΙΔ. Π. ΚΟΣΤΑΚΗΣ [1054,1846,1247,1867]
divider [1266,976,1475,979]
article-paragraph: ΛΟΝΔΙΝΟΝ, 8 Σεπτεμβρίου διὰ Κερκύρας. Κατ' εἰδήσεις ἐκ Τεξσὸν ἀγγλικὸν ἱστιοφόρον προσκρούσαν εἰς παγόβουνον κατεστράφη. Τὸ πλήρωμα ἀπωλέσθη ἐκτὸς ὀλίγων ναυτῶν. [370,990,581,1111]
ad-text: Σπουδαῖα καὶ ἐπωφελὴς πρὸς τὴν κυριευτικὴν ἐπιστήμην τῆς ἰατρικῆς ἡ χρῆσις τοῦ ὕδατος Λουτρακίου. Μὲ μόνον τὸ δρομολόγιον τῶν μηνῶν τοῦ καλοκαιρίου συντίθεται εἰς τὴν κατοικίαν ὁ Λουτρακίου σπουδαιότατος ἰσοδύναμος πρὸς τὰ καλλίτερα ὕδατα τῆς Εὐρώπης. [1266,738,1475,929]
headline-counterfeit-sub: ΕΚΔΟΣΙΣ ΕΝΤΑΛΜΑΤΩΝ [171,987,308,1000]
ad-doctor-title: ΙΑΤΡΟΣ — ΠΑΘΟΛΟΓΟΣ [619,1990,774,2006]
article-paragraph: Εἰς τὸ ὑπουργεῖον τῶν Ἐσωτερικῶν καταρτίζεται Β. Διάταγμα κανονίζον τὰ τῆς συνδρομῆς τῶν ὑπαλλήλων τοῦ τηλεφώνου τοῦ συνενοῦντος τὰς Ἀθήνας μετὰ τῶν Πατρῶν. [370,2230,581,2351]
price-name: » Κρήτης [123,426,173,440]
ad-text: Ὁδὸς Σάννου 4 Α. Πρὸς τῇ Πλατείᾳ Ὁμονοίας. Εἰδικῶς σπουδάσας ἐπὶ δεκαετίαν ἐν Γαλλίᾳ καὶ Γερμανίᾳ τὰ νοσήματα τῶν νεφρῶν, κύστεως, οὐρήθρας, προστάτου καὶ ἀφροδισίων. Ἐκ τῶν ἐν Παρισίοις πλέον διακεκριμένων εἰδικῶν ἰατρῶν. [1046,1150,1254,1323]
subscribers-title: ΠΡΟΣ ΤΟΥΣ ΣΥΝΔΡΟΜΗΤΑΣ [1279,1796,1462,1812]
headline-salaries: Η ΜΙΣΘΟΔΟΣΙΑ [625,875,768,897]
divider [1266,1668,1475,1671]
ad-doctor-origin: (ΗΠΕΙΡΩΤΗΣ) [1110,1442,1190,1454]
price-value: 25.22 [347,507,378,520]
article-paragraph: Περὶ τὰ 25 καὶ πλέον ἐντάλματα συλλήψεως ἐξεδόθησαν κατὰ διαφόρων κατοίκων τῆς πόλεως τῶν Πατρῶν καὶ τῆς Χαλκίδος, οἵτινες ἀπεδείχθησαν ὡς συνένοχοι. [122,1114,357,1218]
price-name: Δημ.Περιστ. [123,453,191,466]
column-rule [1040,157,1041,2254]
column-1 [122,157,378,2254]
article-paragraph: Ἐρειδόμενον ἐπὶ τῶν ἀνωτέρω τὸ βούλευμα τοῦ Συμβουλίου παραπέμπει εἰς τὸ ἀκροατήριον τοῦ Κακουργιοδικείου τοὺς κατηγορουμένους ὡς ὑπαιτίους ἐξυβρίσεως δημοσίᾳ διὰ τοῦ τύπου τελεσθείσης ἐν Ἀθήναις, κατὰ τοὺς ἄρθρων 236 τῆς 11 Ἰουνίου 1904, φύλλου τῆς ἐφημερίδος. [813,1301,1034,1475]
price-name: Ἐθνικῆς [123,345,170,359]
